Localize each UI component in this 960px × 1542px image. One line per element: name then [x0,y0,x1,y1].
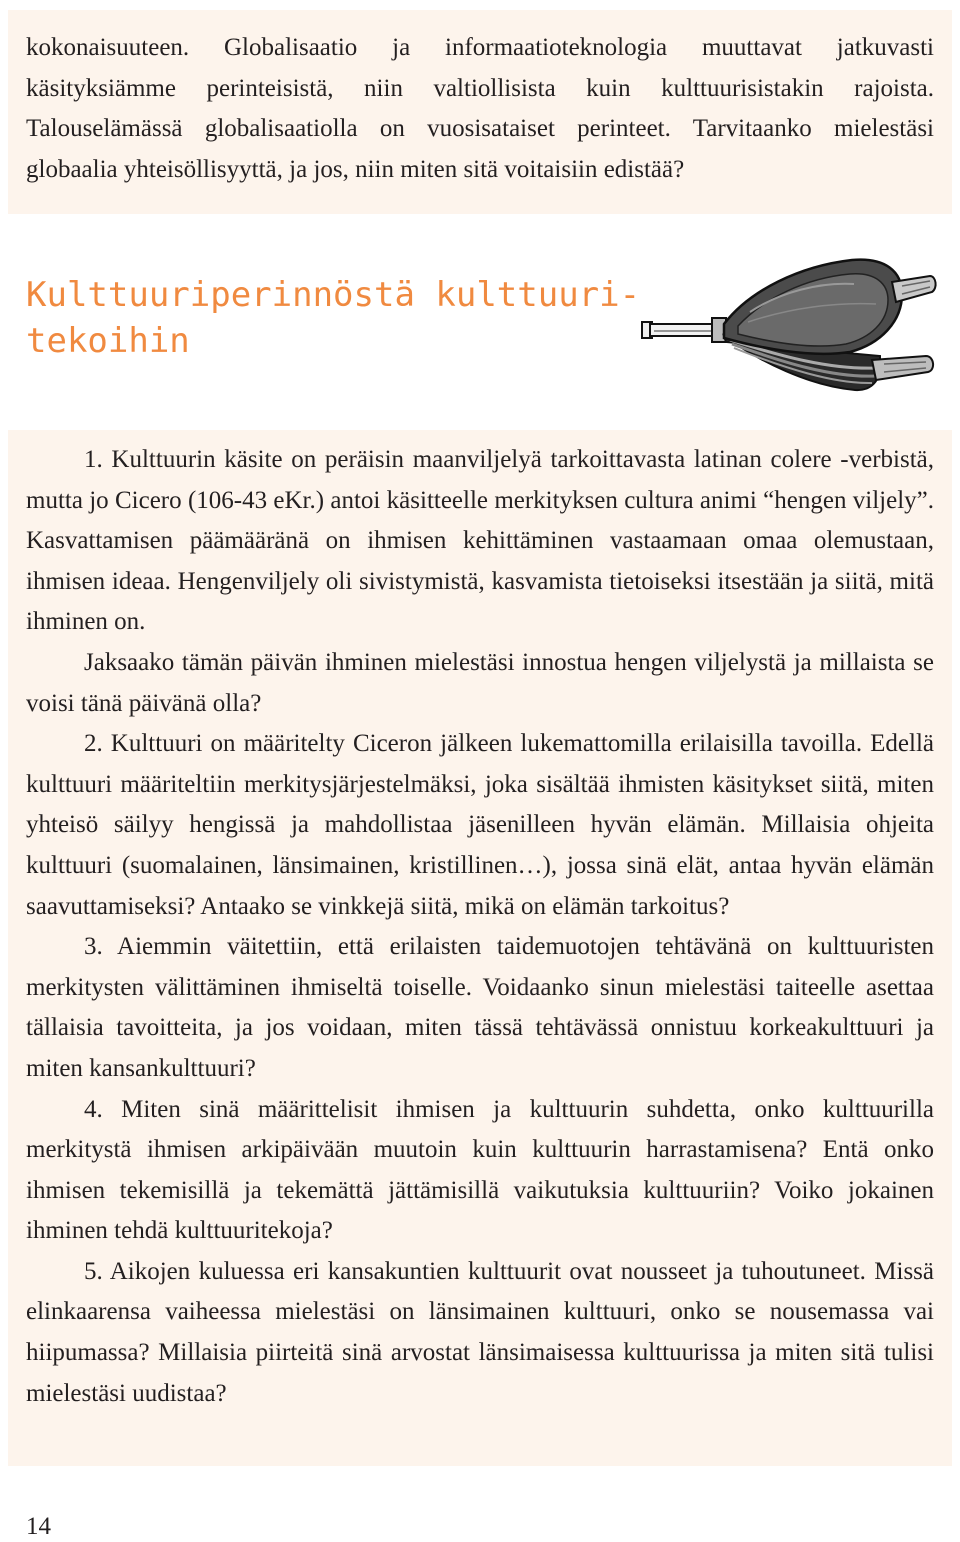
question-1-prompt: Jaksaako tämän päivän ihminen mielestäsi innostua hengen viljelystä ja millaista se voisi tänä päivänä olla? [26,648,934,717]
intro-paragraph: kokonaisuuteen. Globalisaatio ja informaatioteknologia muuttavat jatkuvasti käsityksiämme perinteisistä, niin valtiollisista kuin kulttuurisistakin rajoista. Talouselämässä globalisaatiolla on vuosisataiset perinteet. Tarvitaanko mielestäsi globaalia yhteisöllisyyttä, ja jos, niin miten sitä voitaisiin edistää? [26,34,934,183]
page-number: 14 [26,1513,51,1540]
question-1: 1. Kulttuurin käsite on peräisin maanviljelyä tarkoittavasta latinan colere -verbistä, mutta jo Cicero (106-43 eKr.) antoi käsitteelle merkityksen cultura animi “hengen viljely”. Kasvattamisen päämääränä on ihmisen kehittäminen vastaamaan omaa olemustaan, ihmisen ideaa. Hengenviljely oli sivistymistä, kasvamista tietoiseksi itsestään ja siitä, mitä ihminen on. [26,446,934,636]
bellows-icon [640,252,940,408]
question-3: 3. Aiemmin väitettiin, että erilaisten taidemuotojen tehtävänä on kulttuuristen merkitysten välittäminen ihmiseltä toiselle. Voidaanko sinun mielestäsi taiteelle asettaa tällaisia tavoitteita, ja jos voidaan, miten tässä tehtävässä onnistuu korkeakulttuuri ja miten kansankulttuuri? [26,933,934,1082]
question-4: 4. Miten sinä määrittelisit ihmisen ja kulttuurin suhdetta, onko kulttuurilla merkitystä ihmisen arkipäivään muutoin kuin kulttuurin harrastamisena? Entä onko ihmisen tekemisillä ja tekemättä jättämisillä vaikutuksia kulttuuriin? Voiko jokainen ihminen tehdä kulttuuritekoja? [26,1095,934,1245]
intro-box [8,10,952,214]
question-5: 5. Aikojen kuluessa eri kansakuntien kulttuurit ovat nousseet ja tuhoutuneet. Missä elinkaarensa vaiheessa mielestäsi on länsimainen kulttuuri, onko se nousemassa vai hiipumassa? Millaisia piirteitä sinä arvostat länsimaisessa kulttuurissa ja miten sitä tulisi mielestäsi uudistaa? [26,1257,934,1407]
section-heading-line-1: Kulttuuriperinnöstä kulttuuri- [26,275,641,315]
section-heading-line-2: tekoihin [26,321,190,361]
questions-box [8,430,952,1466]
question-2: 2. Kulttuuri on määritelty Ciceron jälkeen lukemattomilla erilaisilla tavoilla. Edellä kulttuuri määriteltiin merkitysjärjestelmäksi, joka sisältää ihmisten käsitykset siitä, miten yhteisö säilyy hengissä ja mahdollistaa jäsenilleen hyvän elämän. Millaisia ohjeita kulttuuri (suomalainen, länsimainen, kristillinen…), jossa sinä elät, antaa hyvän elämän saavuttamiseksi? Antaako se vinkkejä siitä, mikä on elämän tarkoitus? [26,730,934,920]
section-heading [26,272,640,364]
